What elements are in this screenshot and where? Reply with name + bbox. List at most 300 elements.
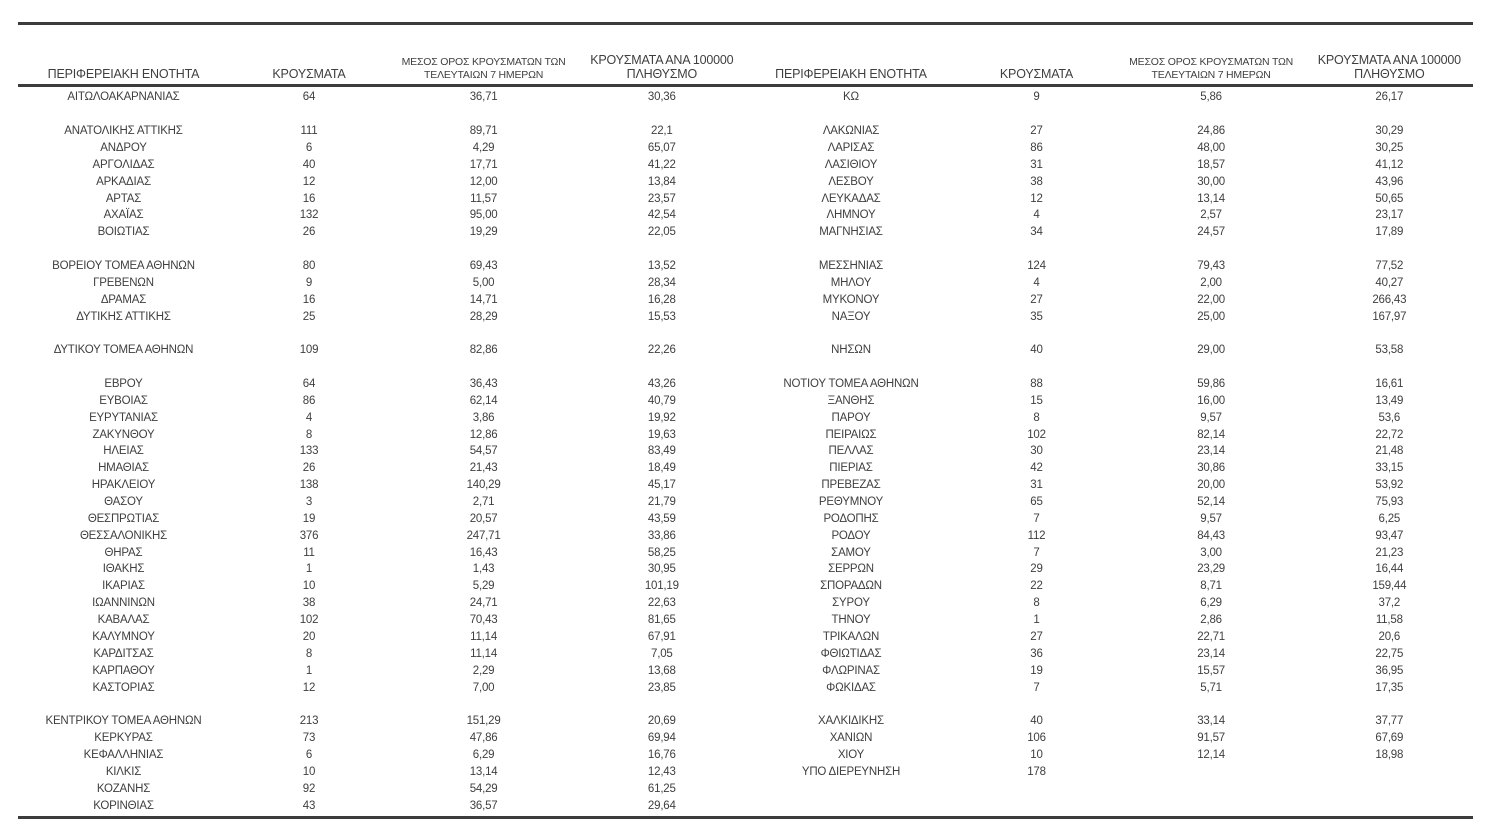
region-cell: ΡΕΘΥΜΝΟΥ xyxy=(818,496,884,509)
cases-cell: 31 xyxy=(1030,479,1043,492)
region-cell: ΣΥΡΟΥ xyxy=(832,597,870,610)
per100k-cell: 41,12 xyxy=(1375,158,1404,171)
table-row xyxy=(746,190,1474,207)
avg7-cell: 5,29 xyxy=(472,580,495,593)
cases-cell: 8 xyxy=(1033,411,1040,424)
table-row xyxy=(746,544,1474,561)
region-cell: ΜΗΛΟΥ xyxy=(830,276,872,289)
region-cell: ΔΥΤΙΚΟΥ ΤΟΜΕΑ ΑΘΗΝΩΝ xyxy=(53,344,194,357)
per100k-cell: 23,57 xyxy=(647,192,676,205)
cases-cell: 65 xyxy=(1030,496,1043,509)
avg7-cell: 30,86 xyxy=(1197,462,1225,475)
cases-cell: 38 xyxy=(302,597,316,610)
region-cell: ΚΟΖΑΝΗΣ xyxy=(96,782,151,795)
avg7-cell: 6,29 xyxy=(1200,597,1222,610)
region-cell: ΧΑΝΙΩΝ xyxy=(829,732,873,745)
cases-cell: 73 xyxy=(302,732,316,745)
column-header-cases-label: ΚΡΟΥΣΜΑΤΑ xyxy=(272,67,346,81)
table-row xyxy=(18,662,746,679)
column-header-region-label: ΠΕΡΙΦΕΡΕΙΑΚΗ ΕΝΟΤΗΤΑ xyxy=(775,67,927,81)
region-cell: ΘΑΣΟΥ xyxy=(104,496,143,509)
region-cell: ΑΡΤΑΣ xyxy=(105,192,142,205)
cases-cell: 10 xyxy=(1030,748,1043,761)
per100k-cell: 17,89 xyxy=(1375,226,1404,239)
column-header-cases xyxy=(229,25,389,84)
per100k-cell: 83,49 xyxy=(647,445,676,458)
cases-cell: 1 xyxy=(1033,614,1040,627)
avg7-cell: 36,71 xyxy=(469,91,498,104)
table-body xyxy=(18,87,1473,816)
per100k-cell: 53,58 xyxy=(1375,344,1404,357)
avg7-cell: 140,29 xyxy=(466,479,501,492)
cases-cell: 19 xyxy=(1030,664,1043,677)
avg7-cell: 6,29 xyxy=(472,748,495,761)
region-cell: ΗΡΑΚΛΕΙΟΥ xyxy=(91,479,156,492)
table-row xyxy=(18,443,746,460)
table-rows-right xyxy=(746,89,1474,814)
region-cell: ΚΕΝΤΡΙΚΟΥ ΤΟΜΕΑ ΑΘΗΝΩΝ xyxy=(45,715,202,728)
per100k-cell: 22,26 xyxy=(647,344,676,357)
cases-cell: 8 xyxy=(305,428,313,441)
per100k-cell: 33,86 xyxy=(647,529,676,542)
table-row xyxy=(18,258,746,275)
cases-cell: 31 xyxy=(1030,158,1043,171)
avg7-cell: 11,14 xyxy=(470,647,498,660)
cases-cell: 80 xyxy=(302,260,316,273)
region-cell: ΑΝΑΤΟΛΙΚΗΣ ΑΤΤΙΚΗΣ xyxy=(64,125,183,138)
region-cell: ΞΑΝΘΗΣ xyxy=(827,394,875,407)
table-row xyxy=(746,409,1474,426)
cases-cell: 10 xyxy=(302,765,316,778)
region-cell: ΠΕΛΛΑΣ xyxy=(828,445,874,458)
table-spacer-row xyxy=(746,780,1474,797)
per100k-cell: 16,44 xyxy=(1375,563,1404,576)
column-header-per100k xyxy=(1306,25,1473,84)
avg7-cell: 23,14 xyxy=(1197,647,1225,660)
per100k-cell: 67,69 xyxy=(1375,732,1404,745)
per100k-cell: 30,29 xyxy=(1375,125,1404,138)
table-row xyxy=(746,123,1474,140)
table-row xyxy=(18,780,746,797)
cases-cell: 86 xyxy=(302,394,316,407)
per100k-cell: 37,2 xyxy=(1378,597,1401,610)
region-cell: ΛΑΚΩΝΙΑΣ xyxy=(822,125,880,138)
per100k-cell: 19,92 xyxy=(647,411,676,424)
table-row xyxy=(746,376,1474,393)
per100k-cell: 33,15 xyxy=(1375,462,1404,475)
column-header-avg7 xyxy=(1117,25,1306,84)
table-spacer-row xyxy=(746,696,1474,713)
cases-cell: 12 xyxy=(302,681,316,694)
per100k-cell: 81,65 xyxy=(647,614,676,627)
avg7-cell: 11,57 xyxy=(470,192,498,205)
per100k-cell: 13,84 xyxy=(647,175,676,188)
cases-cell: 42 xyxy=(1030,462,1043,475)
table-row xyxy=(746,477,1474,494)
per100k-cell: 22,1 xyxy=(651,125,673,138)
table-row xyxy=(18,140,746,157)
per100k-cell: 21,48 xyxy=(1375,445,1404,458)
region-cell: ΛΑΡΙΣΑΣ xyxy=(827,142,875,154)
cases-cell: 102 xyxy=(299,614,319,627)
table-row xyxy=(746,224,1474,241)
region-cell: ΠΙΕΡΙΑΣ xyxy=(829,462,873,475)
per100k-cell: 7,05 xyxy=(651,647,673,660)
region-cell: ΖΑΚΥΝΘΟΥ xyxy=(92,428,155,441)
region-cell: ΓΡΕΒΕΝΩΝ xyxy=(93,276,154,289)
table-row xyxy=(746,443,1474,460)
table-rows-left xyxy=(18,89,746,814)
table-row xyxy=(746,173,1474,190)
avg7-cell: 16,00 xyxy=(1197,394,1225,407)
region-cell: ΚΑΡΠΑΘΟΥ xyxy=(92,664,155,677)
region-cell: ΙΚΑΡΙΑΣ xyxy=(102,580,145,593)
cases-cell: 34 xyxy=(1030,226,1043,239)
table-row xyxy=(18,763,746,780)
avg7-cell: 70,43 xyxy=(469,614,498,627)
per100k-cell: 11,58 xyxy=(1375,614,1403,627)
region-cell: ΡΟΔΟΠΗΣ xyxy=(823,512,879,525)
avg7-cell: 2,86 xyxy=(1200,614,1222,627)
region-cell: ΕΥΒΟΙΑΣ xyxy=(99,394,148,407)
region-cell: ΛΑΣΙΘΙΟΥ xyxy=(824,158,878,171)
cases-cell: 4 xyxy=(1033,276,1040,289)
table-row xyxy=(18,409,746,426)
per100k-cell: 40,79 xyxy=(647,394,676,407)
region-cell: ΥΠΟ ΔΙΕΡΕΥΝΗΣΗ xyxy=(801,765,901,778)
region-cell: ΙΩΑΝΝΙΝΩΝ xyxy=(92,597,155,610)
per100k-cell: 101,19 xyxy=(644,580,679,593)
avg7-cell: 91,57 xyxy=(1197,732,1225,745)
table-spacer-row xyxy=(18,241,746,258)
per100k-cell: 21,79 xyxy=(647,496,676,509)
avg7-cell: 5,71 xyxy=(1200,681,1222,694)
table-spacer-row xyxy=(18,359,746,376)
cases-cell: 64 xyxy=(302,91,316,104)
region-cell: ΝΟΤΙΟΥ ΤΟΜΕΑ ΑΘΗΝΩΝ xyxy=(783,378,919,391)
table-row xyxy=(18,629,746,646)
avg7-cell: 2,29 xyxy=(472,664,495,677)
avg7-cell: 21,43 xyxy=(469,462,498,475)
cases-cell: 20 xyxy=(302,630,316,643)
table-row xyxy=(18,342,746,359)
region-cell: ΑΡΓΟΛΙΔΑΣ xyxy=(92,158,155,171)
per100k-cell: 167,97 xyxy=(1372,310,1407,323)
cases-cell: 1 xyxy=(305,563,313,576)
table-row xyxy=(746,392,1474,409)
table-spacer-row xyxy=(746,325,1474,342)
avg7-cell: 20,57 xyxy=(469,512,498,525)
per100k-cell: 21,23 xyxy=(1375,546,1404,559)
cases-cell: 10 xyxy=(302,580,316,593)
avg7-cell: 52,14 xyxy=(1197,496,1225,509)
avg7-cell: 17,71 xyxy=(469,158,498,171)
cases-cell: 106 xyxy=(1027,732,1046,745)
table-row xyxy=(746,460,1474,477)
avg7-cell: 59,86 xyxy=(1197,378,1225,391)
table-row xyxy=(746,140,1474,157)
region-cell: ΒΟΙΩΤΙΑΣ xyxy=(97,226,150,239)
cases-cell: 12 xyxy=(1030,192,1043,205)
table-row xyxy=(18,477,746,494)
avg7-cell: 8,71 xyxy=(1200,580,1222,593)
region-cell: ΣΠΟΡΑΔΩΝ xyxy=(820,580,882,593)
avg7-cell: 28,29 xyxy=(469,310,498,323)
per100k-cell: 43,96 xyxy=(1375,175,1404,188)
column-header-per100k-line1: ΚΡΟΥΣΜΑΤΑ ΑΝΑ 100000 xyxy=(590,53,734,67)
table-row xyxy=(746,342,1474,359)
table-row xyxy=(746,291,1474,308)
table-row xyxy=(18,156,746,173)
per100k-cell: 53,92 xyxy=(1375,479,1404,492)
cases-cell: 86 xyxy=(1030,142,1043,154)
region-cell: ΜΕΣΣΗΝΙΑΣ xyxy=(818,260,884,273)
cases-cell: 6 xyxy=(305,142,313,154)
region-cell: ΠΕΙΡΑΙΩΣ xyxy=(825,428,877,441)
avg7-cell: 13,14 xyxy=(1197,192,1225,205)
table-row xyxy=(18,123,746,140)
region-cell: ΛΗΜΝΟΥ xyxy=(826,209,876,222)
per100k-cell: 23,85 xyxy=(647,681,676,694)
table-row xyxy=(746,308,1474,325)
region-cell: ΚΑΛΥΜΝΟΥ xyxy=(92,630,155,643)
region-cell: ΚΑΣΤΟΡΙΑΣ xyxy=(92,681,155,694)
per100k-cell: 19,63 xyxy=(647,428,676,441)
table-row xyxy=(18,730,746,747)
avg7-cell: 13,14 xyxy=(469,765,498,778)
region-cell: ΘΕΣΠΡΩΤΙΑΣ xyxy=(87,512,160,525)
avg7-cell: 19,29 xyxy=(469,226,498,239)
table-spacer-row xyxy=(18,325,746,342)
avg7-cell: 30,00 xyxy=(1197,175,1225,188)
avg7-cell: 11,14 xyxy=(470,630,498,643)
per100k-cell: 16,76 xyxy=(647,748,676,761)
per100k-cell: 29,64 xyxy=(647,799,676,812)
column-header-avg7 xyxy=(389,25,578,84)
table-header-right xyxy=(746,25,1474,84)
per100k-cell: 16,28 xyxy=(647,293,676,306)
avg7-cell: 4,29 xyxy=(472,142,495,154)
table-row xyxy=(18,190,746,207)
table-row xyxy=(18,645,746,662)
cases-cell: 27 xyxy=(1030,125,1043,138)
per100k-cell: 67,91 xyxy=(647,630,676,643)
avg7-cell: 82,86 xyxy=(469,344,498,357)
per100k-cell: 42,54 xyxy=(647,209,676,222)
avg7-cell: 9,57 xyxy=(1200,512,1222,525)
cases-cell: 6 xyxy=(305,748,313,761)
region-cell: ΡΟΔΟΥ xyxy=(831,529,871,542)
column-header-avg7-line2: ΤΕΛΕΥΤΑΙΩΝ 7 ΗΜΕΡΩΝ xyxy=(424,68,544,81)
table-row xyxy=(746,274,1474,291)
table-spacer-row xyxy=(18,696,746,713)
avg7-cell: 79,43 xyxy=(1197,260,1225,273)
avg7-cell: 7,00 xyxy=(472,681,495,694)
region-cell: ΦΛΩΡΙΝΑΣ xyxy=(822,664,880,677)
table-row xyxy=(18,460,746,477)
cases-cell: 109 xyxy=(299,344,319,357)
per100k-cell: 30,25 xyxy=(1375,142,1404,154)
per100k-cell: 43,59 xyxy=(647,512,676,525)
region-cell: ΕΥΡΥΤΑΝΙΑΣ xyxy=(89,411,158,424)
per100k-cell: 61,25 xyxy=(647,782,676,795)
avg7-cell: 54,29 xyxy=(469,782,498,795)
avg7-cell: 24,71 xyxy=(469,597,498,610)
table-row xyxy=(746,763,1474,780)
table-header-left xyxy=(18,25,746,84)
table-row xyxy=(18,207,746,224)
table-row xyxy=(18,713,746,730)
region-cell: ΕΒΡΟΥ xyxy=(104,378,143,391)
per100k-cell: 6,25 xyxy=(1378,512,1401,525)
region-cell: ΤΗΝΟΥ xyxy=(831,614,871,627)
cases-cell: 40 xyxy=(1030,715,1043,728)
column-header-region xyxy=(18,25,229,84)
region-cell: ΑΡΚΑΔΙΑΣ xyxy=(96,175,151,188)
region-cell: ΚΑΡΔΙΤΣΑΣ xyxy=(93,647,154,660)
avg7-cell: 16,43 xyxy=(469,546,498,559)
cases-cell: 7 xyxy=(1033,546,1040,559)
avg7-cell: 48,00 xyxy=(1197,142,1225,154)
column-header-cases xyxy=(956,25,1116,84)
region-cell: ΦΩΚΙΔΑΣ xyxy=(826,681,876,694)
avg7-cell: 36,57 xyxy=(469,799,498,812)
per100k-cell: 12,43 xyxy=(647,765,676,778)
per100k-cell: 45,17 xyxy=(647,479,676,492)
cases-cell: 132 xyxy=(299,209,319,222)
table-row xyxy=(18,274,746,291)
table-row xyxy=(18,527,746,544)
cases-cell: 112 xyxy=(1027,529,1046,542)
cases-cell: 15 xyxy=(1030,394,1043,407)
column-header-per100k-line2: ΠΛΗΘΥΣΜΟ xyxy=(626,67,697,81)
avg7-cell: 36,43 xyxy=(469,378,498,391)
per100k-cell: 69,94 xyxy=(647,732,676,745)
per100k-cell: 159,44 xyxy=(1372,580,1407,593)
cases-cell: 3 xyxy=(305,496,313,509)
avg7-cell: 23,29 xyxy=(1197,563,1225,576)
avg7-cell: 22,00 xyxy=(1197,293,1225,306)
region-cell: ΔΥΤΙΚΗΣ ΑΤΤΙΚΗΣ xyxy=(76,310,171,323)
table-row xyxy=(18,392,746,409)
table-row xyxy=(18,224,746,241)
region-cell: ΗΜΑΘΙΑΣ xyxy=(98,462,149,475)
region-cell: ΜΑΓΝΗΣΙΑΣ xyxy=(819,226,883,239)
avg7-cell: 2,71 xyxy=(472,496,495,509)
region-cell: ΤΡΙΚΑΛΩΝ xyxy=(822,630,880,643)
region-cell: ΘΗΡΑΣ xyxy=(104,546,143,559)
avg7-cell: 23,14 xyxy=(1197,445,1225,458)
region-cell: ΚΕΦΑΛΛΗΝΙΑΣ xyxy=(83,748,164,761)
avg7-cell: 33,14 xyxy=(1197,715,1225,728)
per100k-cell: 266,43 xyxy=(1372,293,1407,306)
table-row xyxy=(746,258,1474,275)
cases-cell: 38 xyxy=(1030,175,1043,188)
cases-cell: 1 xyxy=(305,664,313,677)
cases-table xyxy=(18,22,1473,819)
avg7-cell: 25,00 xyxy=(1197,310,1225,323)
avg7-cell: 247,71 xyxy=(466,529,501,542)
table-row xyxy=(18,578,746,595)
region-cell: ΠΡΕΒΕΖΑΣ xyxy=(821,479,881,492)
column-header-per100k-line1: ΚΡΟΥΣΜΑΤΑ ΑΝΑ 100000 xyxy=(1317,53,1461,67)
per100k-cell: 20,69 xyxy=(647,715,676,728)
cases-cell: 7 xyxy=(1033,512,1040,525)
cases-cell: 92 xyxy=(302,782,316,795)
per100k-cell: 22,75 xyxy=(1375,647,1404,660)
cases-cell: 29 xyxy=(1030,563,1043,576)
cases-cell: 8 xyxy=(1033,597,1040,610)
cases-cell: 22 xyxy=(1030,580,1043,593)
column-header-per100k xyxy=(578,25,745,84)
cases-cell: 35 xyxy=(1030,310,1043,323)
table-row xyxy=(18,544,746,561)
table-spacer-row xyxy=(746,797,1474,814)
per100k-cell: 36,95 xyxy=(1375,664,1404,677)
table-row xyxy=(746,595,1474,612)
cases-cell: 178 xyxy=(1027,765,1046,778)
column-header-avg7-line2: ΤΕΛΕΥΤΑΙΩΝ 7 ΗΜΕΡΩΝ xyxy=(1151,68,1271,81)
table-row xyxy=(18,797,746,814)
region-cell: ΛΕΥΚΑΔΑΣ xyxy=(821,192,881,205)
cases-cell: 8 xyxy=(305,647,313,660)
per100k-cell: 40,27 xyxy=(1375,276,1404,289)
table-row xyxy=(746,510,1474,527)
avg7-cell: 29,00 xyxy=(1197,344,1225,357)
cases-cell: 88 xyxy=(1030,378,1043,391)
region-cell: ΜΥΚΟΝΟΥ xyxy=(822,293,880,306)
region-cell: ΙΘΑΚΗΣ xyxy=(102,563,145,576)
cases-cell: 27 xyxy=(1030,293,1043,306)
cases-cell: 30 xyxy=(1030,445,1043,458)
region-cell: ΑΧΑΪΑΣ xyxy=(103,209,144,222)
per100k-cell: 13,52 xyxy=(647,260,676,273)
table-row xyxy=(746,629,1474,646)
region-cell: ΠΑΡΟΥ xyxy=(831,411,871,424)
avg7-cell: 3,00 xyxy=(1200,546,1222,559)
per100k-cell: 28,34 xyxy=(647,276,676,289)
table-row xyxy=(746,612,1474,629)
avg7-cell: 69,43 xyxy=(469,260,498,273)
table-row xyxy=(746,747,1474,764)
per100k-cell: 65,07 xyxy=(647,142,676,154)
per100k-cell: 17,35 xyxy=(1375,681,1404,694)
avg7-cell: 12,86 xyxy=(469,428,498,441)
table-row xyxy=(18,561,746,578)
table-spacer-row xyxy=(746,359,1474,376)
region-cell: ΦΘΙΩΤΙΔΑΣ xyxy=(820,647,882,660)
per100k-cell: 23,17 xyxy=(1375,209,1404,222)
cases-cell: 376 xyxy=(299,529,319,542)
avg7-cell: 54,57 xyxy=(469,445,498,458)
cases-cell: 43 xyxy=(302,799,316,812)
per100k-cell: 37,77 xyxy=(1375,715,1404,728)
avg7-cell: 12,14 xyxy=(1197,748,1225,761)
per100k-cell: 22,72 xyxy=(1375,428,1404,441)
table-row xyxy=(746,578,1474,595)
region-cell: ΚΕΡΚΥΡΑΣ xyxy=(94,732,153,745)
table-row xyxy=(746,89,1474,106)
region-cell: ΛΕΣΒΟΥ xyxy=(828,175,874,188)
cases-cell: 138 xyxy=(299,479,319,492)
avg7-cell: 24,57 xyxy=(1197,226,1225,239)
per100k-cell: 20,6 xyxy=(1378,630,1401,643)
table-spacer-row xyxy=(746,106,1474,123)
avg7-cell: 14,71 xyxy=(469,293,498,306)
per100k-cell: 75,93 xyxy=(1375,496,1404,509)
table-row xyxy=(18,747,746,764)
avg7-cell: 18,57 xyxy=(1197,158,1225,171)
